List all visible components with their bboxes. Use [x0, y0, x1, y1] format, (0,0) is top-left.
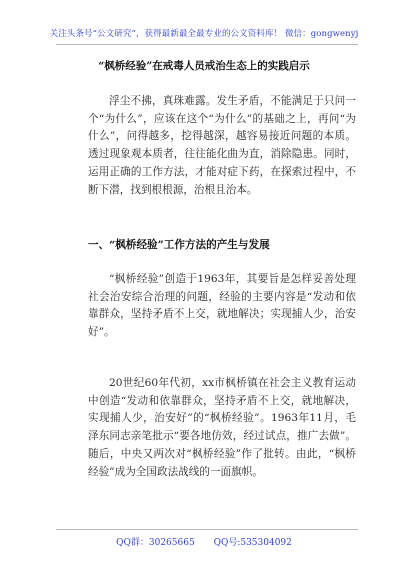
footer-qq-number: QQ号:535304092 — [213, 538, 292, 548]
header-divider — [56, 44, 358, 45]
paragraph-history: 20世纪60年代初，xx市枫桥镇在社会主义教育运动中创造“发动和依靠群众，坚持矛盾不上交，就地解决，实现捕人少，治安好”的“枫桥经验”。1963年11月，毛泽东同志亲笔批示“要各地仿效，经过试点，推广去做”。随后，中央又两次对“枫桥经验”作了批转。由此，“枫桥经验”成为全国政法战线的一面旗帜。 — [88, 377, 356, 478]
footer-contact — [0, 535, 408, 548]
footer-qq-group: QQ群：30265665 — [116, 538, 195, 548]
header-notice: 关注头条号“公文研究”，获得最新最全最专业的公文资料库！ 微信：gongwenyj — [49, 29, 359, 39]
paragraph-origin: “枫桥经验”创造于1963年，其要旨是怎样妥善处理社会治安综合治理的问题，经验的主要内容是“发动和依靠群众，坚持矛盾不上交，就地解决；实现捕人少，治安好”。 — [88, 273, 356, 339]
footer-divider — [56, 529, 358, 530]
document-title: “枫桥经验”在戒毒人员戒治生态上的实践启示 — [98, 60, 310, 72]
paragraph-intro: 浮尘不拂，真珠难露。发生矛盾，不能满足于只问一个“为什么”，应该在这个“为什么”的基础之上，再问“为什么”，问得越多，挖得越深，越容易接近问题的本质。透过现象观本质者，往往能化曲为直，消除隐患。同时，运用正确的工作方法，才能对症下药，在探索过程中，不断下潜，找到根根源，治根且治本。 — [88, 95, 356, 196]
section-heading: 一、“枫桥经验”工作方法的产生与发展 — [88, 239, 270, 251]
